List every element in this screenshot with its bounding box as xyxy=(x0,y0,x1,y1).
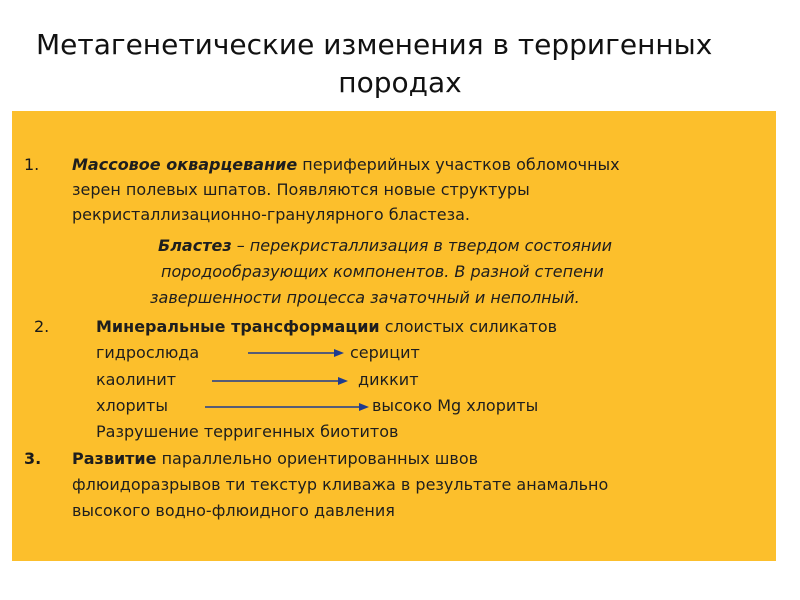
item-1-line-3: рекристаллизационно-гранулярного бластеза. xyxy=(72,205,470,224)
item-3-lead: Развитие xyxy=(72,449,157,468)
item-1-rest: периферийных участков обломочных xyxy=(297,155,620,174)
item-2-lead: Минеральные трансформации xyxy=(96,317,380,336)
arrow-icon xyxy=(248,347,344,359)
item-1-line-1 xyxy=(72,155,620,175)
item-2-last-line: Разрушение терригенных биотитов xyxy=(96,422,399,441)
item-3-line-3: высокого водно-флюидного давления xyxy=(72,501,395,520)
item-3-line-2: флюидоразрывов ти текстур кливажа в результате анамально xyxy=(72,475,609,494)
item-1-line-2: зерен полевых шпатов. Появляются новые структуры xyxy=(72,180,530,199)
title-line-1: Метагенетические изменения в терригенных xyxy=(36,28,713,61)
title-line-2: породах xyxy=(338,66,462,99)
mineral-to-1: серицит xyxy=(350,343,420,362)
item-2-rest: слоистых силикатов xyxy=(379,317,558,336)
blastez-term: Бластез xyxy=(158,236,232,255)
arrow-icon xyxy=(205,401,369,413)
mineral-from-3: хлориты xyxy=(96,396,168,415)
mineral-to-2: диккит xyxy=(358,370,419,389)
blastez-definition: – перекристаллизация в твердом состоянии xyxy=(231,236,613,255)
blastez-definition-line-2: породообразующих компонентов. В разной степени xyxy=(161,262,604,281)
mineral-to-3: высоко Mg хлориты xyxy=(372,396,539,415)
mineral-from-1: гидрослюда xyxy=(96,343,200,362)
item-1-number: 1. xyxy=(24,155,40,174)
item-3-number: 3. xyxy=(24,449,42,468)
slide-title xyxy=(0,26,800,102)
blastez-definition-line-1 xyxy=(158,236,612,256)
item-1-lead: Массовое окварцевание xyxy=(72,155,298,174)
arrow-icon xyxy=(212,375,348,387)
mineral-from-2: каолинит xyxy=(96,370,177,389)
blastez-definition-line-3: завершенности процесса зачаточный и неполный. xyxy=(150,288,580,307)
item-3-rest: параллельно ориентированных швов xyxy=(156,449,479,468)
item-3-line-1 xyxy=(72,449,478,469)
item-2-line-1 xyxy=(96,317,557,337)
item-2-number: 2. xyxy=(34,317,50,336)
